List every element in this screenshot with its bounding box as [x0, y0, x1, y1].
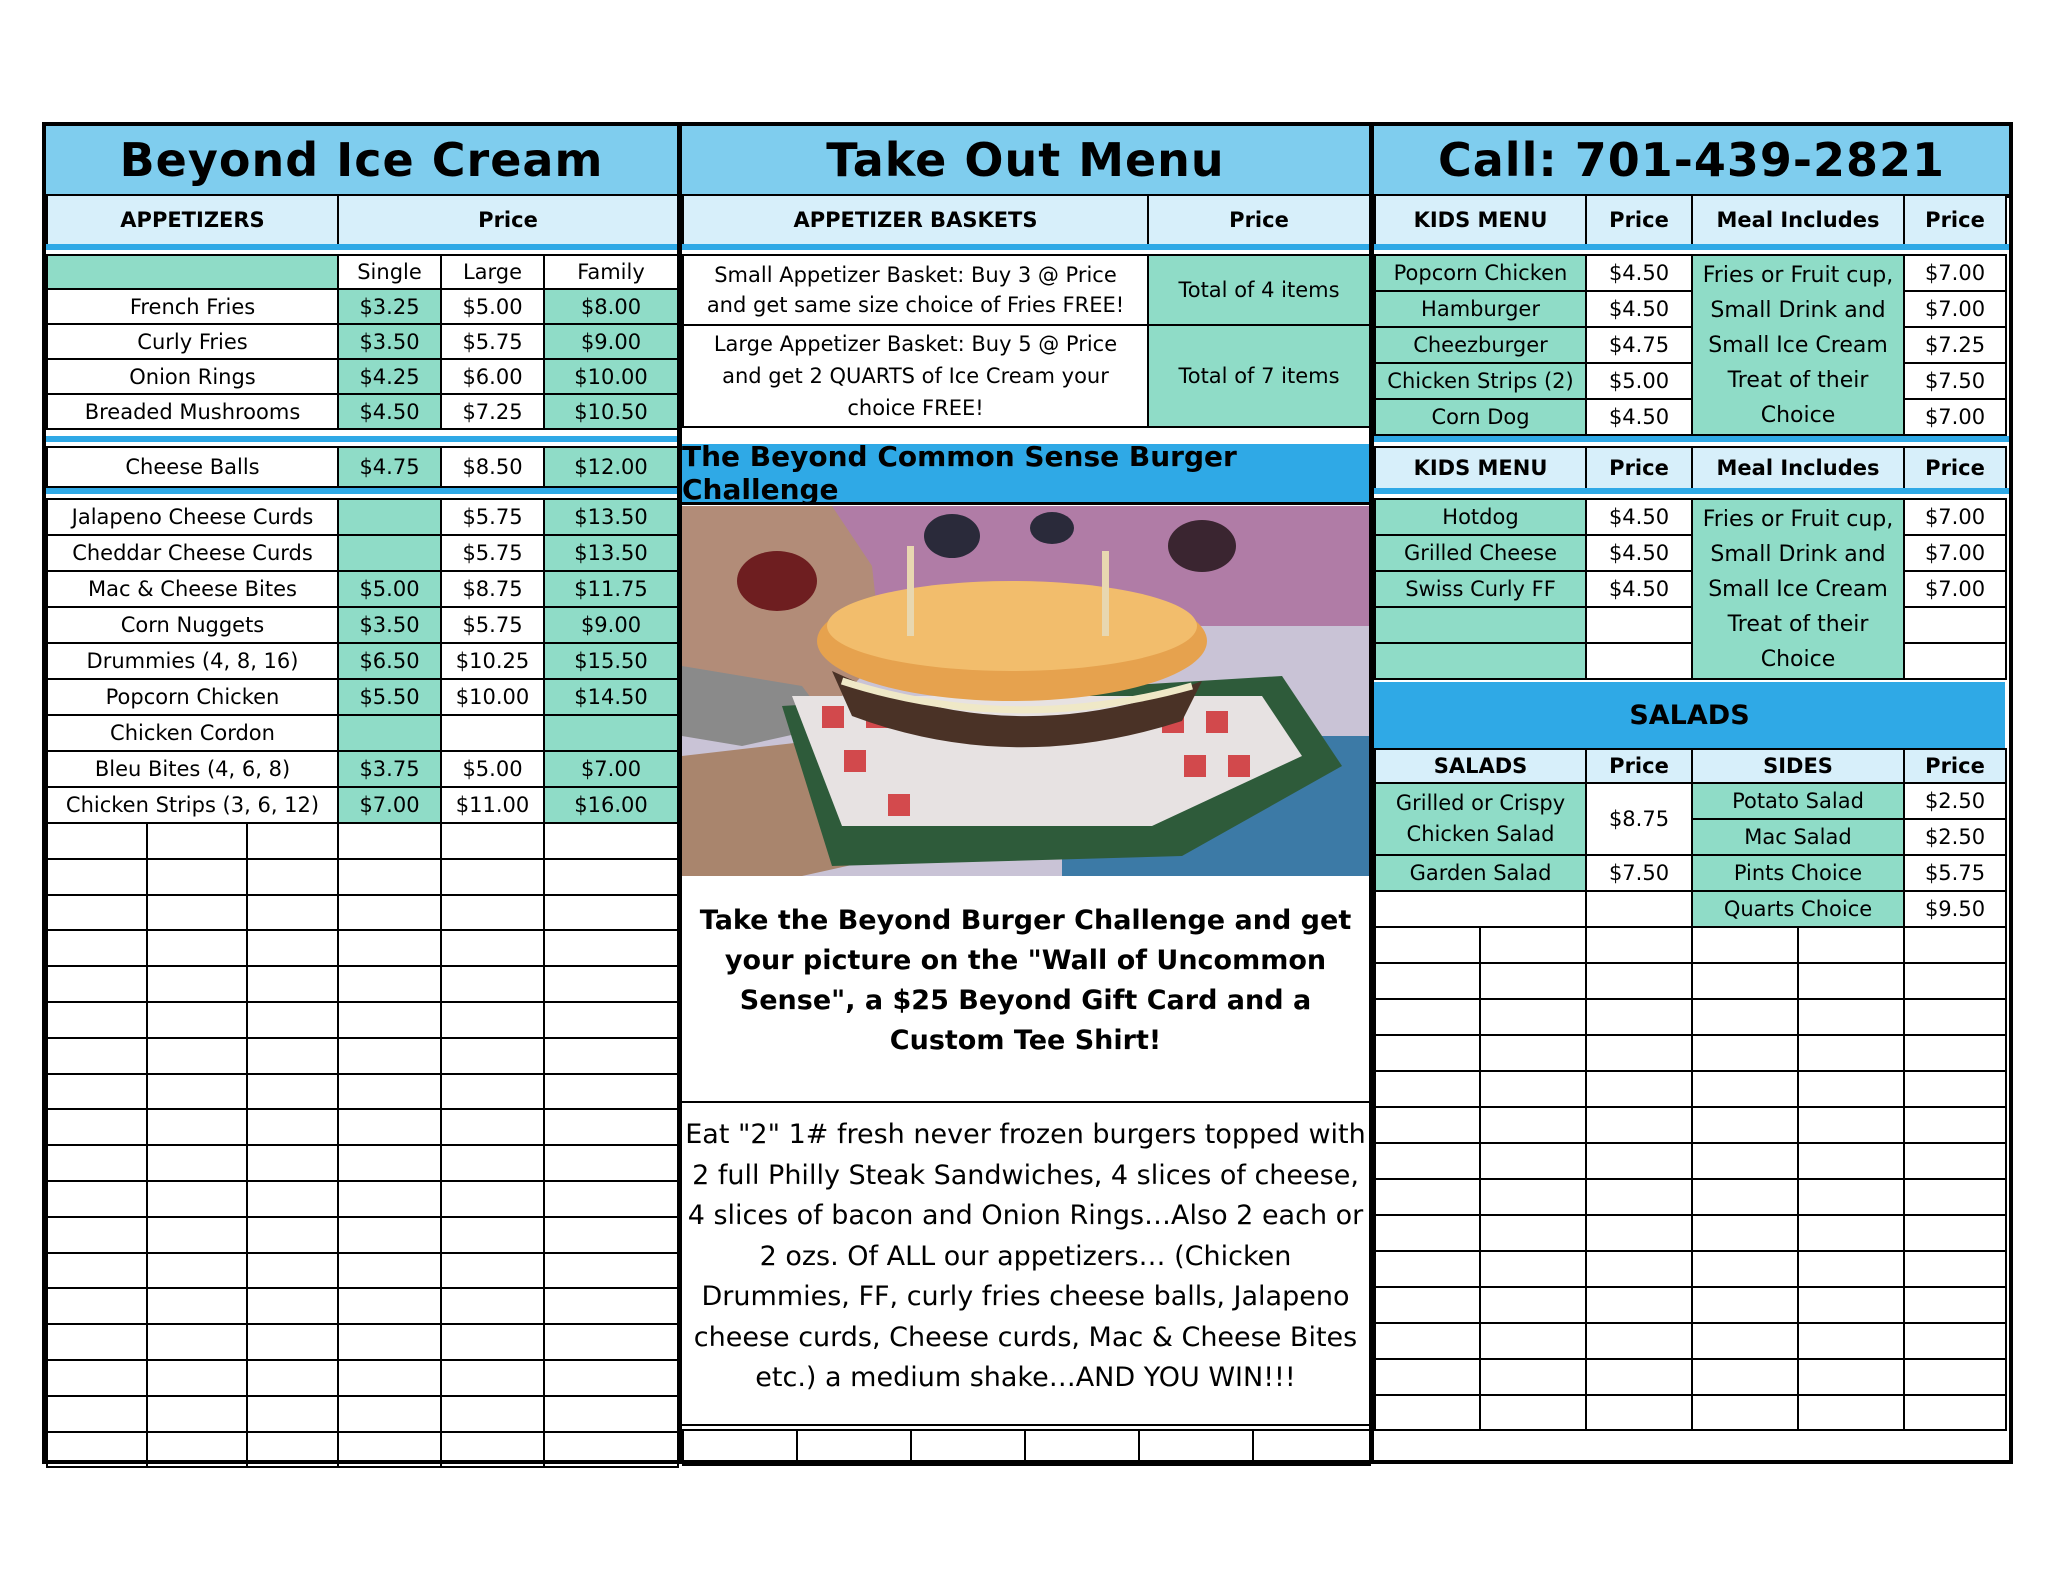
side-price: $9.50 [1904, 891, 2006, 927]
item-name: Grilled Cheese [1375, 535, 1586, 571]
price-large: $5.75 [441, 607, 544, 643]
salad-name: Grilled or Crispy Chicken Salad [1375, 783, 1586, 855]
price-large: $5.75 [441, 499, 544, 535]
price-family: $10.50 [544, 394, 678, 429]
kids-menu-heading: KIDS MENU [1375, 195, 1586, 245]
salads-table [1374, 748, 2007, 928]
phone-number: Call: 701-439-2821 [1374, 126, 2009, 198]
item-name: Onion Rings [47, 359, 338, 394]
price-family: $9.00 [544, 324, 678, 359]
price-heading: Price [1586, 447, 1692, 489]
table-row [47, 607, 678, 643]
price-single: $3.50 [338, 324, 441, 359]
item-price: $4.50 [1586, 399, 1692, 435]
price-family: $16.00 [544, 787, 678, 823]
item-name: Popcorn Chicken [47, 679, 338, 715]
price-large: $11.00 [441, 787, 544, 823]
salads-heading: SALADS [1375, 749, 1586, 783]
kids-menu-heading: KIDS MENU [1375, 447, 1586, 489]
item-name: Corn Nuggets [47, 607, 338, 643]
item-name: Popcorn Chicken [1375, 255, 1586, 291]
table-row [47, 751, 678, 787]
price-heading: Price [1586, 749, 1692, 783]
side-name: Pints Choice [1692, 855, 1904, 891]
price-large: $6.00 [441, 359, 544, 394]
table-row [47, 324, 678, 359]
table-row [1375, 571, 2006, 607]
challenge-rules: Eat "2" 1# fresh never frozen burgers topped with 2 full Philly Steak Sandwiches, 4 slices of cheese, 4 slices of bacon and Onion Rings…Also 2 each or 2 ozs. Of ALL our appetizers… (Chicken Drummies, FF, curly fries cheese balls, Jalapeno cheese curds, Cheese curds, Mac & Cheese Bites etc.) a medium shake…AND YOU WIN!!! [682, 1101, 1369, 1426]
price-family: $7.00 [544, 751, 678, 787]
price-heading: Price [338, 195, 678, 245]
side-name: Potato Salad [1692, 783, 1904, 819]
meal-price: $7.00 [1904, 571, 2006, 607]
large-basket-desc: Large Appetizer Basket: Buy 5 @ Price and get 2 QUARTS of Ice Cream your choice FREE! [683, 325, 1148, 427]
side-price: $2.50 [1904, 819, 2006, 855]
take-out-column [682, 126, 1374, 1460]
appetizers-table [46, 254, 679, 430]
price-family: $15.50 [544, 643, 678, 679]
empty-grid [1374, 926, 2007, 1431]
side-price: $2.50 [1904, 783, 2006, 819]
item-name: Jalapeno Cheese Curds [47, 499, 338, 535]
price-family: $13.50 [544, 499, 678, 535]
appetizers-heading: APPETIZERS [47, 195, 338, 245]
challenge-title: The Beyond Common Sense Burger Challenge [682, 444, 1369, 505]
table-row [683, 255, 1370, 325]
table-row [47, 787, 678, 823]
divider-bar [1374, 488, 2009, 494]
price-single: $3.25 [338, 289, 441, 324]
side-name: Quarts Choice [1692, 891, 1904, 927]
item-name: Chicken Strips (3, 6, 12) [47, 787, 338, 823]
price-family: $11.75 [544, 571, 678, 607]
item-price: $5.00 [1586, 363, 1692, 399]
large-basket-price: Total of 7 items [1148, 325, 1370, 427]
price-family: $14.50 [544, 679, 678, 715]
size-single: Single [338, 255, 441, 289]
empty-grid [682, 1429, 1371, 1466]
item-name: Cheezburger [1375, 327, 1586, 363]
meal-price: $7.00 [1904, 535, 2006, 571]
meal-price: $7.00 [1904, 291, 2006, 327]
price-family: $8.00 [544, 289, 678, 324]
divider-bar [46, 436, 677, 442]
price-large: $8.50 [441, 447, 544, 487]
appetizers-column [46, 126, 682, 1460]
small-basket-price: Total of 4 items [1148, 255, 1370, 325]
price-family [544, 715, 678, 751]
table-row [1375, 499, 2006, 535]
item-name: Curly Fries [47, 324, 338, 359]
meal-price-heading: Price [1904, 447, 2006, 489]
sides-price-heading: Price [1904, 749, 2006, 783]
price-family: $13.50 [544, 535, 678, 571]
menu-sheet [42, 122, 2013, 1464]
salad-price: $7.50 [1586, 855, 1692, 891]
item-name: Bleu Bites (4, 6, 8) [47, 751, 338, 787]
meal-includes: Fries or Fruit cup, Small Drink and Small Ice Cream Treat of their Choice [1692, 255, 1904, 435]
menu-title: Take Out Menu [682, 126, 1369, 198]
cheese-balls-table [46, 446, 679, 488]
divider-bar [1374, 244, 2009, 250]
appetizers-header [46, 194, 679, 246]
table-row [47, 359, 678, 394]
price-large: $5.75 [441, 324, 544, 359]
side-name: Mac Salad [1692, 819, 1904, 855]
divider-bar [682, 244, 1369, 250]
table-row [1375, 535, 2006, 571]
size-family: Family [544, 255, 678, 289]
table-row [1375, 855, 2006, 891]
business-name: Beyond Ice Cream [46, 126, 677, 198]
item-price: $4.75 [1586, 327, 1692, 363]
item-name: Swiss Curly FF [1375, 571, 1586, 607]
divider-bar [46, 488, 677, 494]
divider-bar [46, 244, 677, 250]
item-name: French Fries [47, 289, 338, 324]
size-large: Large [441, 255, 544, 289]
meal-includes: Fries or Fruit cup, Small Drink and Small Ice Cream Treat of their Choice [1692, 499, 1904, 679]
meal-price: $7.50 [1904, 363, 2006, 399]
baskets-table [682, 254, 1371, 428]
table-row [47, 447, 678, 487]
meal-price: $7.00 [1904, 255, 2006, 291]
price-large: $5.00 [441, 289, 544, 324]
baskets-header [682, 194, 1371, 246]
challenge-promo: Take the Beyond Burger Challenge and get your picture on the "Wall of Uncommon Sense", a $25 Beyond Gift Card and a Custom Tee Shirt! [699, 905, 1352, 1056]
price-single: $3.50 [338, 607, 441, 643]
item-name: Cheese Balls [47, 447, 338, 487]
baskets-heading: APPETIZER BASKETS [683, 195, 1148, 245]
price-heading: Price [1586, 195, 1692, 245]
table-row [1375, 255, 2006, 291]
table-row [47, 571, 678, 607]
kids-menu-header-2 [1374, 446, 2007, 490]
price-large: $7.25 [441, 394, 544, 429]
table-row [47, 289, 678, 324]
item-name: Drummies (4, 8, 16) [47, 643, 338, 679]
meal-price: $7.25 [1904, 327, 2006, 363]
item-name: Cheddar Cheese Curds [47, 535, 338, 571]
salad-name: Garden Salad [1375, 855, 1586, 891]
table-row [47, 679, 678, 715]
item-name: Hotdog [1375, 499, 1586, 535]
table-row [47, 535, 678, 571]
price-single: $5.00 [338, 571, 441, 607]
table-row [1375, 399, 2006, 435]
price-single: $4.75 [338, 447, 441, 487]
price-single: $4.25 [338, 359, 441, 394]
table-row [1375, 783, 2006, 819]
meal-price: $7.00 [1904, 499, 2006, 535]
kids-menu-table [1374, 254, 2007, 436]
kids-menu-table-2 [1374, 498, 2007, 680]
empty-grid [46, 822, 679, 1468]
item-price: $4.50 [1586, 571, 1692, 607]
table-row [1375, 891, 2006, 927]
price-single [338, 535, 441, 571]
table-row [1375, 363, 2006, 399]
price-large: $5.75 [441, 535, 544, 571]
more-appetizers-table [46, 498, 679, 824]
price-single: $3.75 [338, 751, 441, 787]
item-price: $4.50 [1586, 255, 1692, 291]
item-price: $4.50 [1586, 499, 1692, 535]
side-price: $5.75 [1904, 855, 2006, 891]
item-name: Mac & Cheese Bites [47, 571, 338, 607]
divider-bar [1374, 436, 2009, 442]
item-price: $4.50 [1586, 291, 1692, 327]
price-large: $5.00 [441, 751, 544, 787]
price-single: $7.00 [338, 787, 441, 823]
price-large: $8.75 [441, 571, 544, 607]
price-large: $10.25 [441, 643, 544, 679]
price-heading: Price [1148, 195, 1370, 245]
price-single [338, 499, 441, 535]
price-large: $10.00 [441, 679, 544, 715]
meal-price: $7.00 [1904, 399, 2006, 435]
price-single: $5.50 [338, 679, 441, 715]
table-row [47, 715, 678, 751]
item-name: Corn Dog [1375, 399, 1586, 435]
item-name: Chicken Strips (2) [1375, 363, 1586, 399]
salads-banner: SALADS [1374, 682, 2005, 750]
table-row [683, 325, 1370, 427]
table-row [1375, 291, 2006, 327]
price-large [441, 715, 544, 751]
kids-salads-column [1374, 126, 2009, 1460]
salad-price: $8.75 [1586, 783, 1692, 855]
small-basket-desc: Small Appetizer Basket: Buy 3 @ Price and get same size choice of Fries FREE! [683, 255, 1148, 325]
meal-price-heading: Price [1904, 195, 2006, 245]
item-name: Hamburger [1375, 291, 1586, 327]
item-price: $4.50 [1586, 535, 1692, 571]
price-single: $4.50 [338, 394, 441, 429]
table-row [47, 499, 678, 535]
kids-menu-header [1374, 194, 2007, 246]
item-name: Breaded Mushrooms [47, 394, 338, 429]
price-family: $10.00 [544, 359, 678, 394]
blank-cell [47, 255, 338, 289]
table-row [47, 643, 678, 679]
burger-photo-image [682, 506, 1369, 876]
price-single: $6.50 [338, 643, 441, 679]
meal-includes-heading: Meal Includes [1692, 447, 1904, 489]
price-single [338, 715, 441, 751]
sides-heading: SIDES [1692, 749, 1904, 783]
burger-photo [682, 506, 1369, 876]
table-row [47, 394, 678, 429]
price-family: $12.00 [544, 447, 678, 487]
item-name: Chicken Cordon [47, 715, 338, 751]
table-row [1375, 327, 2006, 363]
meal-includes-heading: Meal Includes [1692, 195, 1904, 245]
price-family: $9.00 [544, 607, 678, 643]
